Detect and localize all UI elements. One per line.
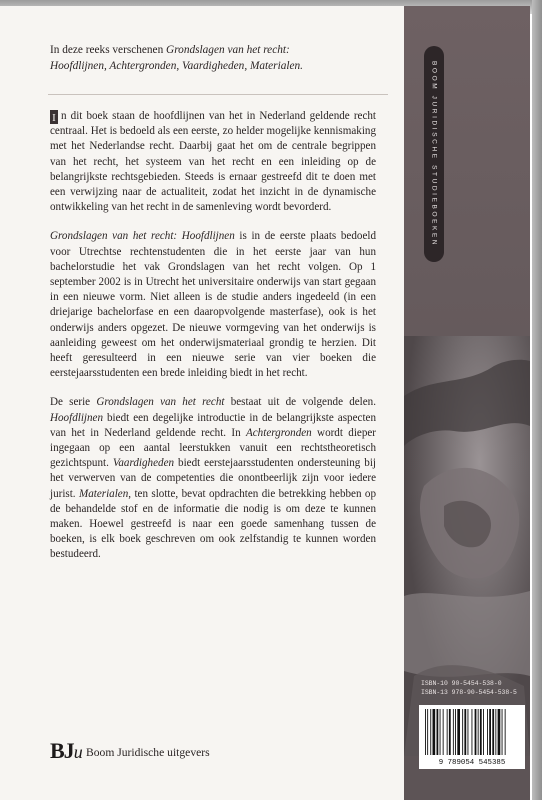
- paragraph-1-text: n dit boek staan de hoofdlijnen van het in Nederland geldende recht centraal. Het is bedoeld als een eerste, zo helder mogelijke kennismaking met het Nederlandse recht. Daarbij gaat het om de centrale begrippen van het recht, het systeem van het recht en een inleiding op de belangrijkste rechtsgebieden. Steeds is ernaar gestreefd dit te doen met een verwijzing naar de actualiteit, zodat het inzicht in de dynamische ontwikkeling van het recht in de samenleving wordt bevorderd.: [50, 110, 376, 214]
- dropcap-letter: I: [52, 112, 56, 124]
- isbn-block: [421, 679, 525, 697]
- paragraph-1: [50, 109, 376, 215]
- barcode-bar: [498, 709, 501, 755]
- barcode-bar: [464, 709, 466, 755]
- paragraph-2-text: is in de eerste plaats bedoeld voor Utrechtse rechtenstudenten die in het eerste jaar van hun bachelorstudie het vak Grondslagen van het recht volgen. Op 1 september 2002 is in Utrecht het universitaire onderwijs van start gegaan in een nieuwe vorm. Niet alleen is de studie anders ingedeeld (in een driejarige bachelorfase en een daaropvolgende masterfase), ook is het onderwijs anders opgezet. De nieuwe vormgeving van het onderwijs is aanleiding geweest om het onderwijsmateriaal grondig te herzien. Dit heeft geresulteerd in een nieuwe serie van vier boeken die eerstejaarsstudenten een brede inleiding biedt in het recht.: [50, 230, 377, 380]
- series-note-prefix: In deze reeks verschenen: [50, 44, 167, 56]
- barcode-bar: [440, 709, 441, 755]
- barcode-bar: [487, 709, 488, 755]
- paragraph-2-title: Grondslagen van het recht: Hoofdlijnen: [50, 230, 235, 243]
- barcode-bar: [453, 709, 454, 755]
- barcode-bar: [457, 709, 460, 755]
- page-edge-side: [532, 0, 542, 800]
- publisher-logo: [50, 738, 82, 766]
- barcode-number: 9 789054 545385: [438, 759, 506, 767]
- barcode-bar: [455, 709, 456, 755]
- barcode-bar: [502, 709, 503, 755]
- publisher-logo-sub: u: [73, 742, 82, 762]
- barcode-bar: [495, 709, 496, 755]
- series-note: [50, 42, 380, 74]
- publisher-logo-letters: BJ: [50, 738, 74, 763]
- barcode-bar: [433, 709, 436, 755]
- spine-label-band: [424, 46, 444, 262]
- paragraph-2: [50, 229, 376, 381]
- p3-text: , ten slotte, bevat opdrachten die betrekking hebben op de behandelde stof en de informatie die nodig is om deze te kunnen maken. Hoewel gestreefd is naar een goede samenhang tussen de boeken, is elk boek geschreven om ook zelfstandig te kunnen worden bestudeerd.: [50, 487, 376, 561]
- p3-italic: Achtergronden: [245, 426, 312, 439]
- isbn-10: ISBN-10 90-5454-538-0: [421, 680, 502, 687]
- barcode-bar: [462, 709, 463, 755]
- p3-italic: Hoofdlijnen: [50, 411, 103, 424]
- p3-text: biedt eerstejaarsstudenten ondersteuning bij het verwerven van de competenties die onontbeerlijk zijn voor iedere jurist.: [50, 457, 376, 500]
- barcode-bar: [468, 709, 469, 755]
- barcode-bar: [447, 709, 448, 755]
- barcode-bar: [478, 709, 479, 755]
- p3-text: bestaat uit de volgende delen.: [224, 396, 377, 409]
- barcode-bar: [505, 709, 506, 755]
- series-note-parts: Hoofdlijnen, Achtergronden, Vaardigheden, Materialen.: [50, 60, 303, 72]
- barcode-bar: [425, 709, 426, 755]
- blurb-text: [50, 109, 376, 577]
- spine-label: BOOM JURIDISCHE STUDIEBOEKEN: [430, 60, 438, 248]
- barcode-bar: [430, 709, 431, 755]
- barcode-bar: [480, 709, 482, 755]
- barcode-bar: [483, 709, 484, 755]
- barcode-bar: [443, 709, 444, 755]
- p3-italic: Grondslagen van het recht: [96, 396, 225, 409]
- publisher-name: Boom Juridische uitgevers: [86, 746, 210, 759]
- barcode-bar: [492, 709, 494, 755]
- divider: [48, 94, 388, 95]
- barcode-bar: [449, 709, 451, 755]
- p3-text: biedt een degelijke introductie in de belangrijkste aspecten van het in Nederland geldende recht. In: [50, 411, 376, 439]
- barcode-bar: [472, 709, 473, 755]
- p3-text: De serie: [50, 396, 97, 409]
- isbn-13: ISBN-13 978-90-5454-538-5: [421, 689, 517, 696]
- barcode-bar: [427, 709, 428, 755]
- barcode-bar: [489, 709, 491, 755]
- barcode-bar: [475, 709, 477, 755]
- series-note-title: Grondslagen van het recht:: [166, 44, 290, 56]
- barcode: [419, 705, 525, 769]
- dropcap-ornament: [50, 110, 58, 124]
- barcode-bars: [419, 705, 525, 759]
- p3-italic: Vaardigheden: [112, 457, 175, 470]
- barcode-bar: [437, 709, 439, 755]
- p3-italic: Materialen: [78, 487, 129, 500]
- p3-text: wordt dieper ingegaan op een aantal leerstukken vanuit een rechtstheoretisch gezichtspunt.: [50, 426, 376, 470]
- paragraph-3: [50, 395, 376, 562]
- panel-top: [404, 6, 530, 336]
